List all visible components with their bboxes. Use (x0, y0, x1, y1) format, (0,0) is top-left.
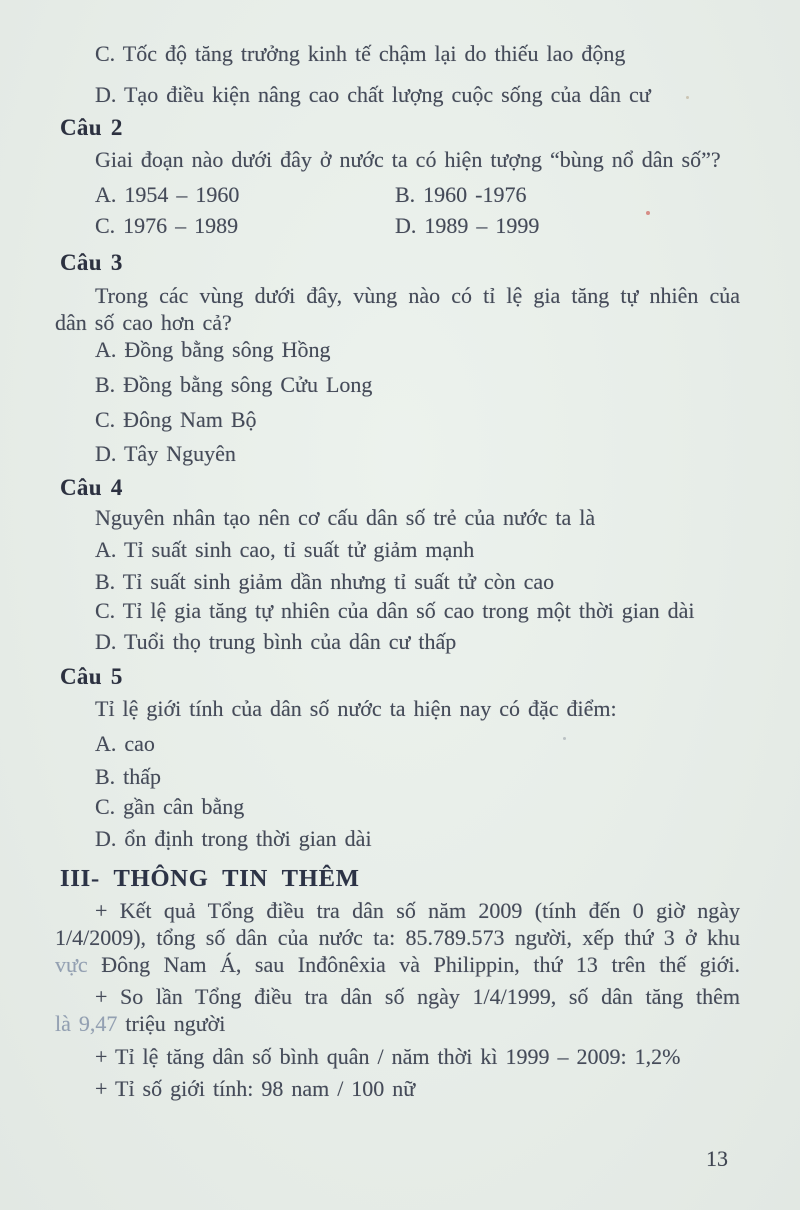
q2-option-row (55, 181, 740, 208)
q2-option-a: A. 1954 – 1960 (95, 182, 240, 207)
q2-option-c: C. 1976 – 1989 (95, 213, 239, 238)
section-heading: III- THÔNG TIN THÊM (60, 865, 360, 892)
q2-prompt: Giai đoạn nào dưới đây ở nước ta có hiện tượng “bùng nổ dân số”? (95, 147, 721, 172)
q1-option-c: C. Tốc độ tăng trưởng kinh tế chậm lại do thiếu lao động (95, 41, 626, 66)
info-fact2-line2-faded: là 9,47 (55, 1011, 118, 1036)
q3-heading: Câu 3 (60, 250, 123, 275)
q5-option-d: D. ổn định trong thời gian dài (95, 826, 372, 851)
info-fact1-line3-faded: vực (55, 952, 88, 977)
q2-option-b: B. 1960 -1976 (395, 182, 527, 207)
q4-heading: Câu 4 (60, 475, 123, 500)
q4-prompt: Nguyên nhân tạo nên cơ cấu dân số trẻ của nước ta là (95, 505, 596, 530)
q2-heading: Câu 2 (60, 115, 123, 140)
page-number: 13 (706, 1146, 728, 1171)
q3-option-a: A. Đồng bằng sông Hồng (95, 337, 331, 362)
scan-speck (646, 211, 650, 215)
q2-option-row (55, 212, 740, 239)
info-fact1-line3-rest: Đông Nam Á, sau Inđônêxia và Philippin, thứ 13 trên thế giới. (101, 952, 740, 977)
q5-option-c: C. gần cân bằng (95, 794, 245, 819)
info-fact1-line2: 1/4/2009), tổng số dân của nước ta: 85.789.573 người, xếp thứ 3 ở khu (55, 925, 740, 950)
q4-option-b: B. Tỉ suất sinh giảm dần nhưng tỉ suất tử còn cao (95, 569, 555, 594)
q5-option-a: A. cao (95, 731, 155, 756)
info-fact2-line2-rest: triệu người (125, 1011, 226, 1036)
scan-speck (563, 737, 566, 740)
q3-prompt-line2: dân số cao hơn cả? (55, 310, 232, 335)
q3-option-c: C. Đông Nam Bộ (95, 407, 257, 432)
info-fact1-line3 (55, 951, 740, 978)
scan-speck (686, 96, 689, 99)
info-fact2-line1: + So lần Tổng điều tra dân số ngày 1/4/1999, số dân tăng thêm (95, 984, 740, 1009)
q3-option-d: D. Tây Nguyên (95, 441, 236, 466)
q3-option-b: B. Đồng bằng sông Cửu Long (95, 372, 373, 397)
q5-heading: Câu 5 (60, 664, 123, 689)
info-fact4: + Tỉ số giới tính: 98 nam / 100 nữ (95, 1076, 416, 1101)
q2-option-d: D. 1989 – 1999 (395, 213, 540, 238)
info-fact3: + Tỉ lệ tăng dân số bình quân / năm thời kì 1999 – 2009: 1,2% (95, 1044, 681, 1069)
q4-option-d: D. Tuổi thọ trung bình của dân cư thấp (95, 629, 457, 654)
info-fact1-line1: + Kết quả Tổng điều tra dân số năm 2009 (tính đến 0 giờ ngày (95, 898, 740, 923)
q5-option-b: B. thấp (95, 764, 162, 789)
q1-option-d: D. Tạo điều kiện nâng cao chất lượng cuộc sống của dân cư (95, 82, 651, 107)
q5-prompt: Tỉ lệ giới tính của dân số nước ta hiện nay có đặc điểm: (95, 696, 617, 721)
q3-prompt-line1: Trong các vùng dưới đây, vùng nào có tỉ lệ gia tăng tự nhiên của (95, 283, 740, 308)
info-fact2-line2 (55, 1010, 740, 1037)
q4-option-a: A. Tỉ suất sinh cao, tỉ suất tử giảm mạnh (95, 537, 475, 562)
q4-option-c: C. Tỉ lệ gia tăng tự nhiên của dân số cao trong một thời gian dài (95, 598, 695, 623)
